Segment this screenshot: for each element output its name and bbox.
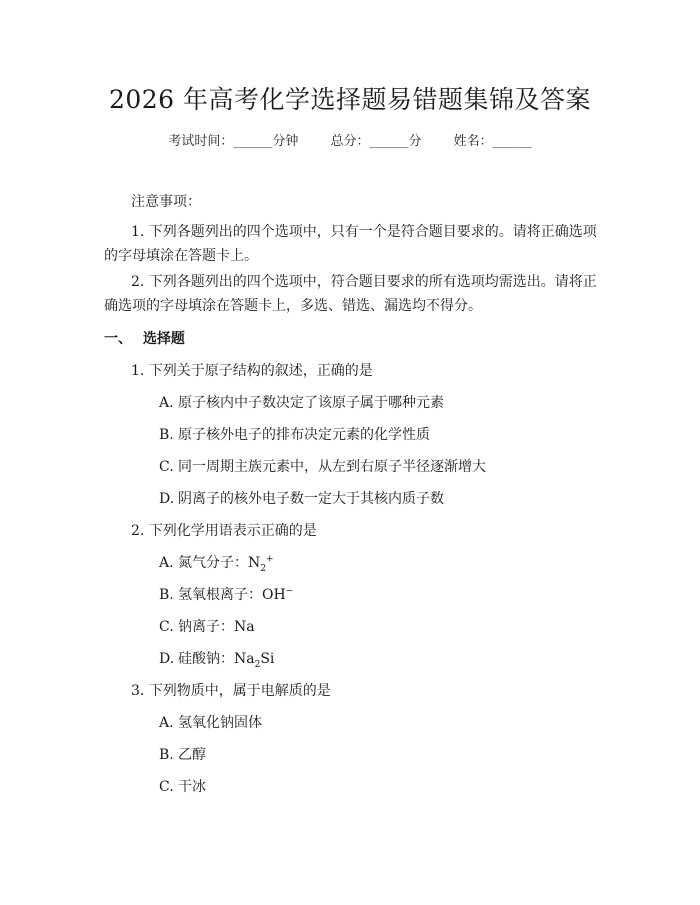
section-heading	[104, 328, 185, 348]
option-text: 氮气分子：N	[178, 555, 261, 571]
option-letter: B.	[159, 427, 174, 443]
question-2-option-b	[159, 584, 293, 604]
option-letter: A.	[159, 395, 174, 411]
question-1-stem: 1. 下列关于原子结构的叙述，正确的是	[131, 363, 373, 379]
question-1-option-b	[159, 424, 430, 444]
section-label: 选择题	[142, 331, 185, 347]
option-text: 干冰	[178, 779, 206, 795]
exam-meta	[0, 130, 700, 149]
subscript: 2	[254, 659, 261, 670]
notice-item-1: 1. 下列各题列出的四个选项中，只有一个是符合题目要求的。请将正确选项的字母填涂在答题卡上。	[104, 224, 597, 264]
question-2-option-d	[159, 648, 274, 670]
section-number: 一、	[104, 331, 132, 347]
option-text: 钠离子：Na	[178, 619, 255, 635]
notice-item-2: 2. 下列各题列出的四个选项中，符合题目要求的所有选项均需选出。请将正确选项的字母填涂在答题卡上，多选、错选、漏选均不得分。	[104, 274, 597, 314]
option-letter: C.	[159, 459, 174, 475]
question-3-option-b	[159, 744, 206, 764]
option-text: 阴离子的核外电子数一定大于其核内质子数	[178, 491, 444, 507]
superscript: −	[285, 586, 294, 597]
option-text: 氢氧根离子：OH	[178, 587, 286, 603]
document-title: 2026 年高考化学选择题易错题集锦及答案	[108, 85, 592, 114]
exam-time-field: 考试时间：______分钟	[168, 134, 299, 149]
option-letter: D.	[159, 651, 175, 667]
question-1-option-a	[159, 392, 444, 412]
question-3-option-c	[159, 776, 206, 796]
superscript: +	[265, 554, 274, 565]
option-text: 氢氧化钠固体	[178, 715, 262, 731]
question-2-option-c	[159, 616, 255, 636]
option-text: 原子核内中子数决定了该原子属于哪种元素	[178, 395, 444, 411]
option-letter: C.	[159, 619, 174, 635]
question-2-stem: 2. 下列化学用语表示正确的是	[131, 523, 317, 539]
option-letter: B.	[159, 587, 174, 603]
subscript: 2	[260, 563, 266, 574]
option-letter: A.	[159, 715, 174, 731]
notice-heading: 注意事项：	[131, 194, 201, 210]
option-letter: D.	[159, 491, 175, 507]
total-score-field: 总分：______分	[330, 134, 422, 149]
option-letter: A.	[159, 555, 174, 571]
option-text: 原子核外电子的排布决定元素的化学性质	[178, 427, 430, 443]
question-3-stem: 3. 下列物质中，属于电解质的是	[131, 683, 331, 699]
question-3-option-a	[159, 712, 262, 732]
question-1-option-d	[159, 488, 444, 508]
option-text-tail: Si	[260, 651, 275, 667]
option-text: 同一周期主族元素中，从左到右原子半径逐渐增大	[178, 459, 486, 475]
student-name-field: 姓名：______	[453, 134, 532, 149]
question-2-option-a	[159, 552, 274, 574]
question-1-option-c	[159, 456, 486, 476]
option-letter: C.	[159, 779, 174, 795]
option-text: 硅酸钠：Na	[178, 651, 255, 667]
option-text: 乙醇	[178, 747, 206, 763]
option-letter: B.	[159, 747, 174, 763]
